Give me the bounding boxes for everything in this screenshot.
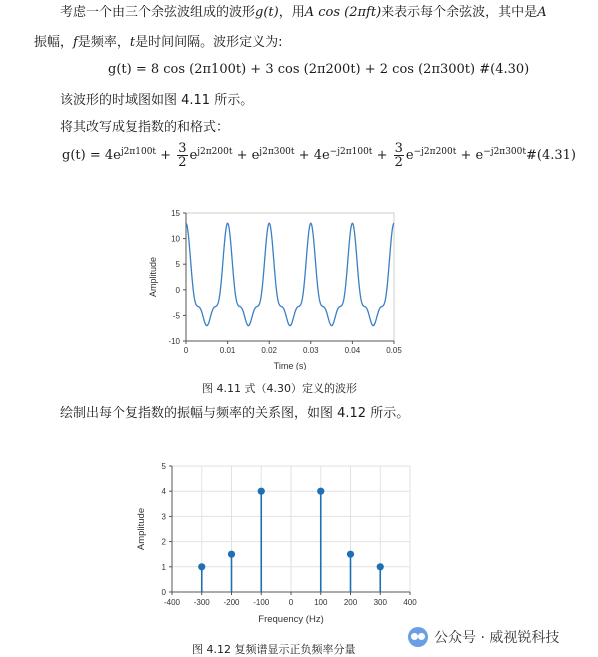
- stem-marker: [377, 563, 384, 570]
- y-tick-label: 0: [175, 285, 180, 295]
- eq-term: + e: [456, 148, 484, 163]
- y-tick-label: 0: [161, 588, 166, 597]
- eq-term: g(t) = 4e: [62, 148, 121, 163]
- x-tick-label: 0.03: [303, 346, 319, 355]
- x-tick-label: 200: [343, 598, 358, 607]
- eq-exponent: −j2π300t: [483, 146, 527, 157]
- x-tick-label: 0: [183, 346, 189, 355]
- stem-marker: [317, 488, 324, 495]
- eq-exponent: j2π200t: [197, 146, 233, 157]
- eq-term: +: [372, 148, 392, 163]
- time-domain-chart: [140, 205, 410, 370]
- eq-term: + 4e: [294, 148, 330, 163]
- stem-marker: [258, 488, 265, 495]
- x-tick-label: -400: [163, 598, 181, 607]
- stem-marker: [228, 551, 235, 558]
- y-tick-label: 5: [175, 260, 180, 270]
- text-span: 考虑一个由三个余弦波组成的波形: [60, 5, 256, 20]
- figure-caption-4-11: 图 4.11 式（4.30）定义的波形: [202, 382, 357, 395]
- text-span: ，用: [278, 5, 305, 20]
- equation-4-31: [62, 142, 576, 169]
- eq-exponent: j2π100t: [120, 146, 157, 157]
- equation-4-30: g(t) = 8 cos (2π100t) + 3 cos (2π200t) + 2 cos (2π300t) #(4.30): [108, 62, 530, 77]
- math-acos: A cos (2πft): [304, 5, 382, 20]
- x-tick-label: 0.05: [386, 346, 402, 355]
- x-tick-label: 0: [288, 598, 294, 607]
- figure-caption-4-12: 图 4.12 复频谱显示正负频率分量: [192, 643, 356, 656]
- y-tick-label: -10: [168, 337, 180, 346]
- eq-tag: #(4.31): [526, 148, 576, 163]
- x-axis-label: Frequency (Hz): [258, 614, 324, 625]
- math-A: A: [537, 5, 547, 20]
- frac-den: 2: [178, 155, 187, 170]
- y-axis-label: Amplitude: [136, 507, 147, 551]
- y-tick-label: 10: [171, 234, 180, 244]
- y-tick-label: 4: [161, 487, 166, 497]
- eq-fraction: [394, 142, 404, 169]
- math-f: f: [73, 35, 78, 50]
- paragraph-intro-line1: [60, 4, 547, 22]
- watermark-text: 公众号 · 威视锐科技: [434, 630, 560, 646]
- y-tick-label: 5: [161, 462, 166, 471]
- eq-term: e: [189, 148, 198, 163]
- text-span: 来表示每个余弦波，其中是: [381, 5, 538, 20]
- paragraph-time-domain: 该波形的时域图如图 4.11 所示。: [60, 93, 254, 108]
- x-tick-label: 0.01: [219, 346, 236, 355]
- eq-term: e: [405, 148, 414, 163]
- x-tick-label: -300: [193, 598, 210, 607]
- x-axis-label: Time (s): [273, 361, 307, 370]
- spectrum-chart: [128, 456, 428, 631]
- y-tick-label: 15: [171, 209, 180, 218]
- math-t: t: [129, 35, 136, 50]
- frac-den: 2: [394, 155, 403, 170]
- eq-fraction: [177, 142, 187, 169]
- eq-term: + e: [232, 148, 260, 163]
- eq-exponent: −j2π100t: [329, 146, 373, 157]
- paragraph-rewrite: 将其改写成复指数的和格式：: [60, 120, 230, 135]
- plot-frame: [186, 213, 394, 341]
- text-span: 振幅，: [34, 35, 74, 50]
- stem-marker: [347, 551, 354, 558]
- y-tick-label: 1: [161, 562, 166, 572]
- x-tick-label: 0.02: [261, 346, 277, 355]
- waveform-line: [186, 223, 394, 325]
- x-tick-label: 100: [314, 598, 328, 607]
- y-tick-label: 3: [161, 512, 166, 522]
- text-span: 是时间间隔。波形定义为:: [135, 35, 283, 50]
- paragraph-intro-line2: [34, 34, 282, 52]
- watermark: [408, 627, 559, 647]
- x-tick-label: -200: [223, 598, 240, 607]
- wechat-icon: [408, 627, 428, 647]
- text-span: 是频率，: [77, 35, 130, 50]
- eq-exponent: −j2π200t: [413, 146, 457, 157]
- paragraph-spectrum: 绘制出每个复指数的振幅与频率的关系图，如图 4.12 所示。: [60, 406, 410, 421]
- eq-exponent: j2π300t: [259, 146, 295, 157]
- x-tick-label: -100: [253, 598, 270, 607]
- x-tick-label: 400: [403, 598, 417, 607]
- frac-num: 3: [394, 141, 403, 156]
- eq-term: +: [156, 148, 176, 163]
- y-tick-label: 2: [161, 537, 166, 547]
- math-g-of-t: g(t): [255, 5, 279, 20]
- stem-marker: [198, 563, 205, 570]
- x-tick-label: 0.04: [344, 346, 361, 355]
- frac-num: 3: [178, 141, 187, 156]
- y-tick-label: -5: [172, 311, 180, 321]
- y-axis-label: Amplitude: [148, 256, 158, 298]
- x-tick-label: 300: [373, 598, 387, 607]
